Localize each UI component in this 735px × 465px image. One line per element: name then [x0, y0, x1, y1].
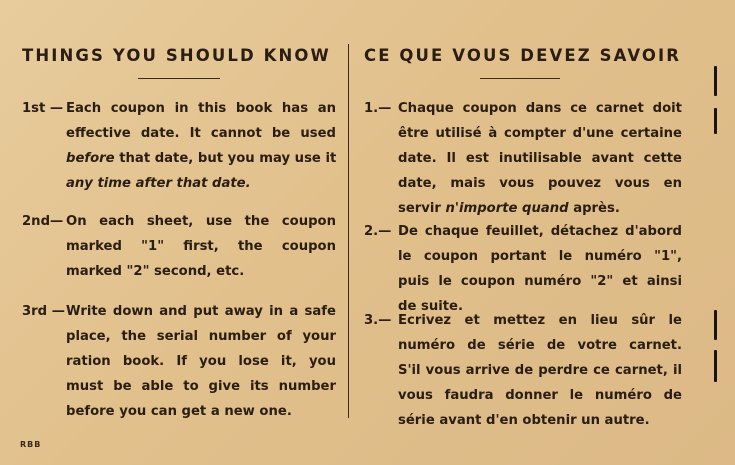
english-item-1-number: 1st — — [22, 101, 64, 116]
french-item-3-number: 3.— — [364, 313, 392, 328]
english-item-1-line-1: Each coupon in this book has an — [66, 101, 336, 116]
french-item-1-line-5-italic: n'importe quand — [445, 201, 569, 216]
french-item-2-line-3: puis le coupon numéro "2" et ainsi — [398, 274, 682, 289]
english-heading: THINGS YOU SHOULD KNOW — [22, 46, 331, 65]
english-item-2-number: 2nd— — [22, 214, 64, 229]
french-item-3-line-5: série avant d'en obtenir un autre. — [398, 413, 650, 428]
french-item-1-line-3: date. Il est inutilisable avant cette — [398, 151, 682, 166]
english-item-1-line-3 — [66, 146, 336, 171]
footer-code: RBB — [20, 440, 42, 449]
english-item-3-line-3: ration book. If you lose it, you — [66, 354, 336, 369]
english-item-3-line-2: place, the serial number of your — [66, 329, 336, 344]
french-item-2-line-2: le coupon portant le numéro "1", — [398, 249, 682, 264]
french-item-1-line-5-a: servir — [398, 201, 446, 216]
english-item-3-line-1: Write down and put away in a safe — [66, 304, 336, 319]
french-item-2-line-4: de suite. — [398, 299, 463, 314]
staple-mark-2 — [714, 108, 717, 134]
french-item-3-line-1: Ecrivez et mettez en lieu sûr le — [398, 313, 682, 328]
english-item-3-line-4: must be able to give its number — [66, 379, 336, 394]
french-item-3-line-2: numéro de série de votre carnet. — [398, 338, 682, 353]
staple-mark-3 — [714, 310, 717, 340]
french-item-2-number: 2.— — [364, 224, 392, 239]
english-item-2-line-1: On each sheet, use the coupon — [66, 214, 336, 229]
french-item-3-line-3: S'il vous arrive de perdre ce carnet, il — [398, 363, 682, 378]
french-heading: CE QUE VOUS DEVEZ SAVOIR — [364, 46, 682, 65]
french-item-1-line-2: être utilisé à compter d'une certaine — [398, 126, 682, 141]
french-heading-rule — [480, 78, 560, 79]
french-item-1-line-4: date, mais vous pouvez vous en — [398, 176, 682, 191]
french-item-1-line-1: Chaque coupon dans ce carnet doit — [398, 101, 682, 116]
english-item-3-line-5: before you can get a new one. — [66, 404, 292, 419]
english-item-1-line-2: effective date. It cannot be used — [66, 126, 336, 141]
english-item-1-line-3-rest: that date, but you may use it — [114, 151, 337, 166]
staple-mark-4 — [714, 350, 717, 382]
english-item-2-line-2: marked "1" first, the coupon — [66, 239, 336, 254]
english-item-2-line-3: marked "2" second, etc. — [66, 264, 245, 279]
english-item-1-line-3-italic: before — [66, 151, 115, 166]
staple-mark-1 — [714, 66, 717, 96]
english-heading-rule — [138, 78, 220, 79]
french-item-1-line-5 — [398, 196, 682, 221]
french-item-1-line-5-b: après. — [568, 201, 620, 216]
english-item-1-line-4: any time after that date. — [66, 176, 251, 191]
french-item-3-line-4: vous faudra donner le numéro de — [398, 388, 682, 403]
french-item-2-line-1: De chaque feuillet, détachez d'abord — [398, 224, 682, 239]
french-item-1-number: 1.— — [364, 101, 392, 116]
english-item-3-number: 3rd — — [22, 304, 65, 319]
column-divider — [348, 44, 349, 418]
